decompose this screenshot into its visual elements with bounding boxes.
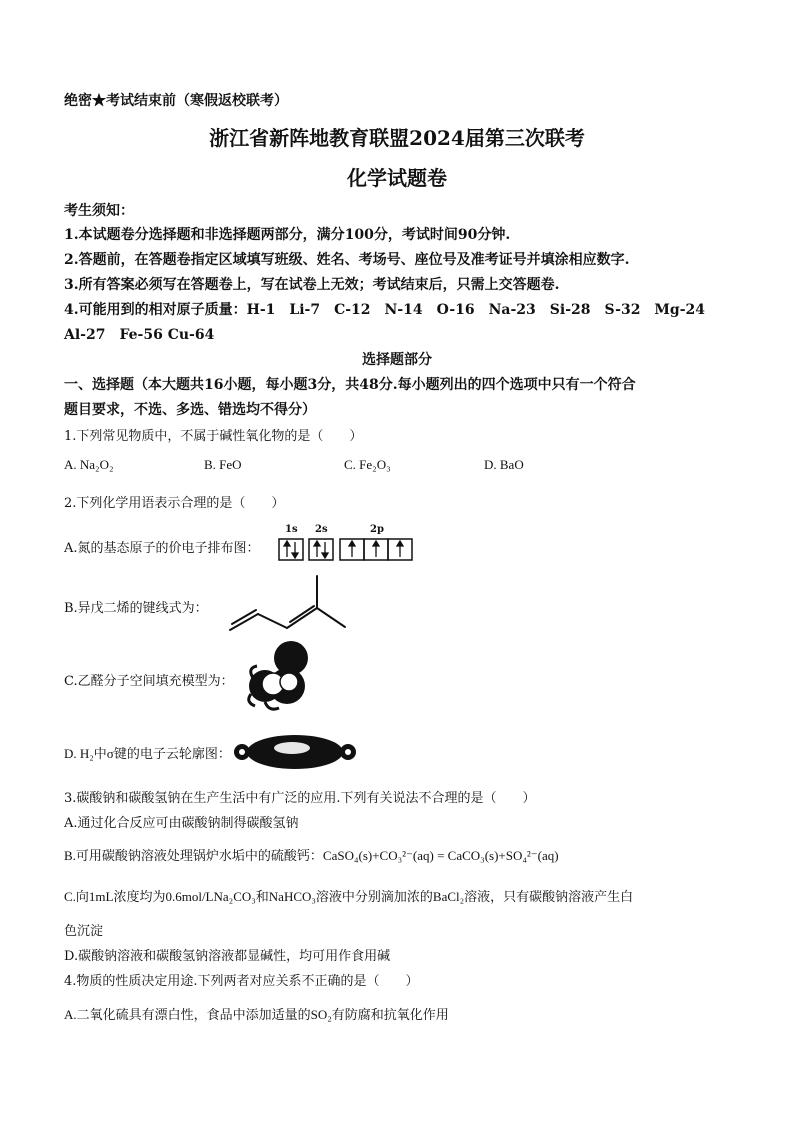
exam-subtitle: 化学试题卷: [347, 166, 447, 190]
instruction-item: 3.所有答案必须写在答题卷上，写在试卷上无效；考试结束后，只需上交答题卷.: [64, 277, 560, 293]
option-c: C. Fe₂O₃: [344, 457, 391, 472]
option-a: A.通过化合反应可由碳酸钠制得碳酸氢钠: [64, 816, 299, 831]
instruction-item: Al-27 Fe-56 Cu-64: [64, 327, 215, 343]
option-d: D.碳酸钠溶液和碳酸氢钠溶液都显碱性，均可用作食用碱: [64, 949, 391, 964]
acetaldehyde-space-filling-model: [243, 636, 321, 716]
option-a: A. Na₂O₂: [64, 457, 114, 472]
option-a: A.氮的基态原子的价电子排布图：: [64, 541, 260, 556]
option-c: C.乙醛分子空间填充模型为：: [64, 674, 234, 689]
section-title: 选择题部分: [362, 352, 432, 368]
confidential-note: 绝密★考试结束前（寒假返校联考）: [64, 93, 288, 109]
part-one-line: 题目要求，不选、多选、错选均不得分）: [64, 402, 316, 418]
instruction-item: 4.可能用到的相对原子质量：H-1 Li-7 C-12 N-14 O-16 Na-23 Si-28 S-32 Mg-24: [64, 302, 706, 318]
orbital-label-2s: 2s: [315, 524, 328, 535]
question-stem: 1.下列常见物质中，不属于碱性氧化物的是（ ）: [64, 429, 363, 444]
orbital-label-2p: 2p: [370, 524, 384, 535]
option-a: A.二氧化硫具有漂白性，食品中添加适量的SO₂有防腐和抗氧化作用: [64, 1007, 449, 1022]
option-c-continued: 色沉淀: [64, 924, 104, 939]
exam-title: 浙江省新阵地教育联盟2024届第三次联考: [209, 126, 585, 150]
option-b: B.可用碳酸钠溶液处理锅炉水垢中的硫酸钙：CaSO₄(s)+CO₃²⁻(aq) = CaCO₃(s)+SO₄²⁻(aq): [64, 848, 559, 863]
option-c: C.向1mL浓度均为0.6mol/LNa₂CO₃和NaHCO₃溶液中分别滴加浓的BaCl₂溶液，只有碳酸钠溶液产生白: [64, 889, 634, 904]
option-d: D. H₂中σ键的电子云轮廓图：: [64, 746, 231, 761]
orbital-diagram: [278, 538, 418, 562]
option-b: B.异戊二烯的键线式为：: [64, 601, 208, 616]
question-stem: 2.下列化学用语表示合理的是（ ）: [64, 496, 285, 511]
orbital-label-1s: 1s: [285, 524, 298, 535]
instructions-heading: 考生须知：: [64, 203, 134, 219]
instruction-item: 2.答题前，在答题卷指定区域填写班级、姓名、考场号、座位号及准考证号并填涂相应数字.: [64, 252, 630, 268]
isoprene-skeletal-formula: [225, 572, 350, 636]
sigma-bond-electron-cloud: [232, 732, 358, 772]
option-b: B. FeO: [204, 457, 242, 472]
part-one-line: 一、选择题（本大题共16小题，每小题3分，共48分.每小题列出的四个选项中只有一个符合: [64, 377, 636, 393]
instruction-item: 1.本试题卷分选择题和非选择题两部分，满分100分，考试时间90分钟.: [64, 227, 511, 243]
question-stem: 3.碳酸钠和碳酸氢钠在生产生活中有广泛的应用.下列有关说法不合理的是（ ）: [64, 791, 536, 806]
question-stem: 4.物质的性质决定用途.下列两者对应关系不正确的是（ ）: [64, 974, 419, 989]
option-d: D. BaO: [484, 457, 524, 472]
